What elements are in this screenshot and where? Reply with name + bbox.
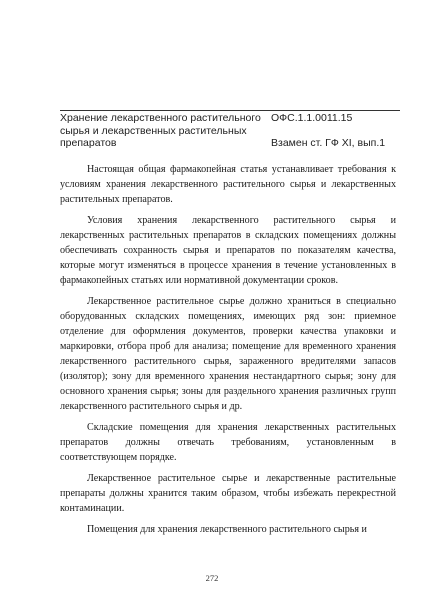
header-title-line: сырья и лекарственных растительных [60,124,247,137]
paragraph-line: Настоящая общая фармакопейная статья устанавливает требования к [87,164,396,175]
paragraph-line: Складские помещения для хранения лекарственных растительных [87,422,396,433]
paragraph-line: обеспечивать сохранность сырья и препаратов по показателям качества, [60,245,396,256]
paragraph-line: лекарственного растительного сырья, зараженного вредителями запасов [60,356,396,367]
paragraph-line: лекарственных растительных препаратов в складских помещениях должны [60,230,396,241]
paragraph [60,420,396,465]
header-title [60,112,260,150]
header-title-line: препаратов [60,137,117,149]
paragraph-line: соответствующем порядке. [60,452,177,463]
page-number: 272 [205,573,219,583]
paragraph-line: препараты должны хранится таким образом, чтобы избежать перекрестной [60,488,396,499]
header-rule [60,110,400,111]
paragraph-line: маркировки, отбора проб для анализа; помещение для временного хранения [60,341,396,352]
paragraph-line: условиям хранения лекарственного растительного сырья и лекарственных [60,179,396,190]
paragraph [60,213,396,288]
paragraph-line: Помещения для хранения лекарственного растительного сырья и [87,524,367,535]
paragraph [60,522,396,537]
article-code: ОФС.1.1.0011.15 [271,112,353,124]
paragraph-line: растительных препаратов. [60,194,173,205]
paragraph-line: основного хранения сырья; зоны для раздельного хранения различных групп [60,386,396,397]
paragraph [60,294,396,414]
document-header [60,110,400,150]
replaces-note: Взамен ст. ГФ XI, вып.1 [271,137,386,149]
paragraph-line: фармакопейных статьях или нормативной документации сроков. [60,275,339,286]
paragraph-line: оборудованных складских помещениях, имеющих ряд зон: приемное [60,311,396,322]
paragraph [60,162,396,207]
paragraph-line: Условия хранения лекарственного растительного сырья и [87,215,396,226]
paragraph-line: Лекарственное растительное сырье должно храниться в специально [87,296,396,307]
paragraph-line: (изолятор); зону для временного хранения нестандартного сырья; зону для [60,371,396,382]
paragraph-line: которые могут изменяться в процессе хранения в течение установленных в [60,260,396,271]
paragraph [60,471,396,516]
paragraph-line: препаратов должны отвечать требованиям, установленным в [60,437,396,448]
paragraph-line: Лекарственное растительное сырье и лекарственные растительные [87,473,396,484]
paragraph-line: лекарственного растительного сырья и др. [60,401,243,412]
header-title-line: Хранение лекарственного растительного [60,112,261,124]
document-body [60,162,396,543]
paragraph-line: отделение для оформления документов, проверки качества упаковки и [60,326,396,337]
paragraph-line: контаминации. [60,503,125,514]
